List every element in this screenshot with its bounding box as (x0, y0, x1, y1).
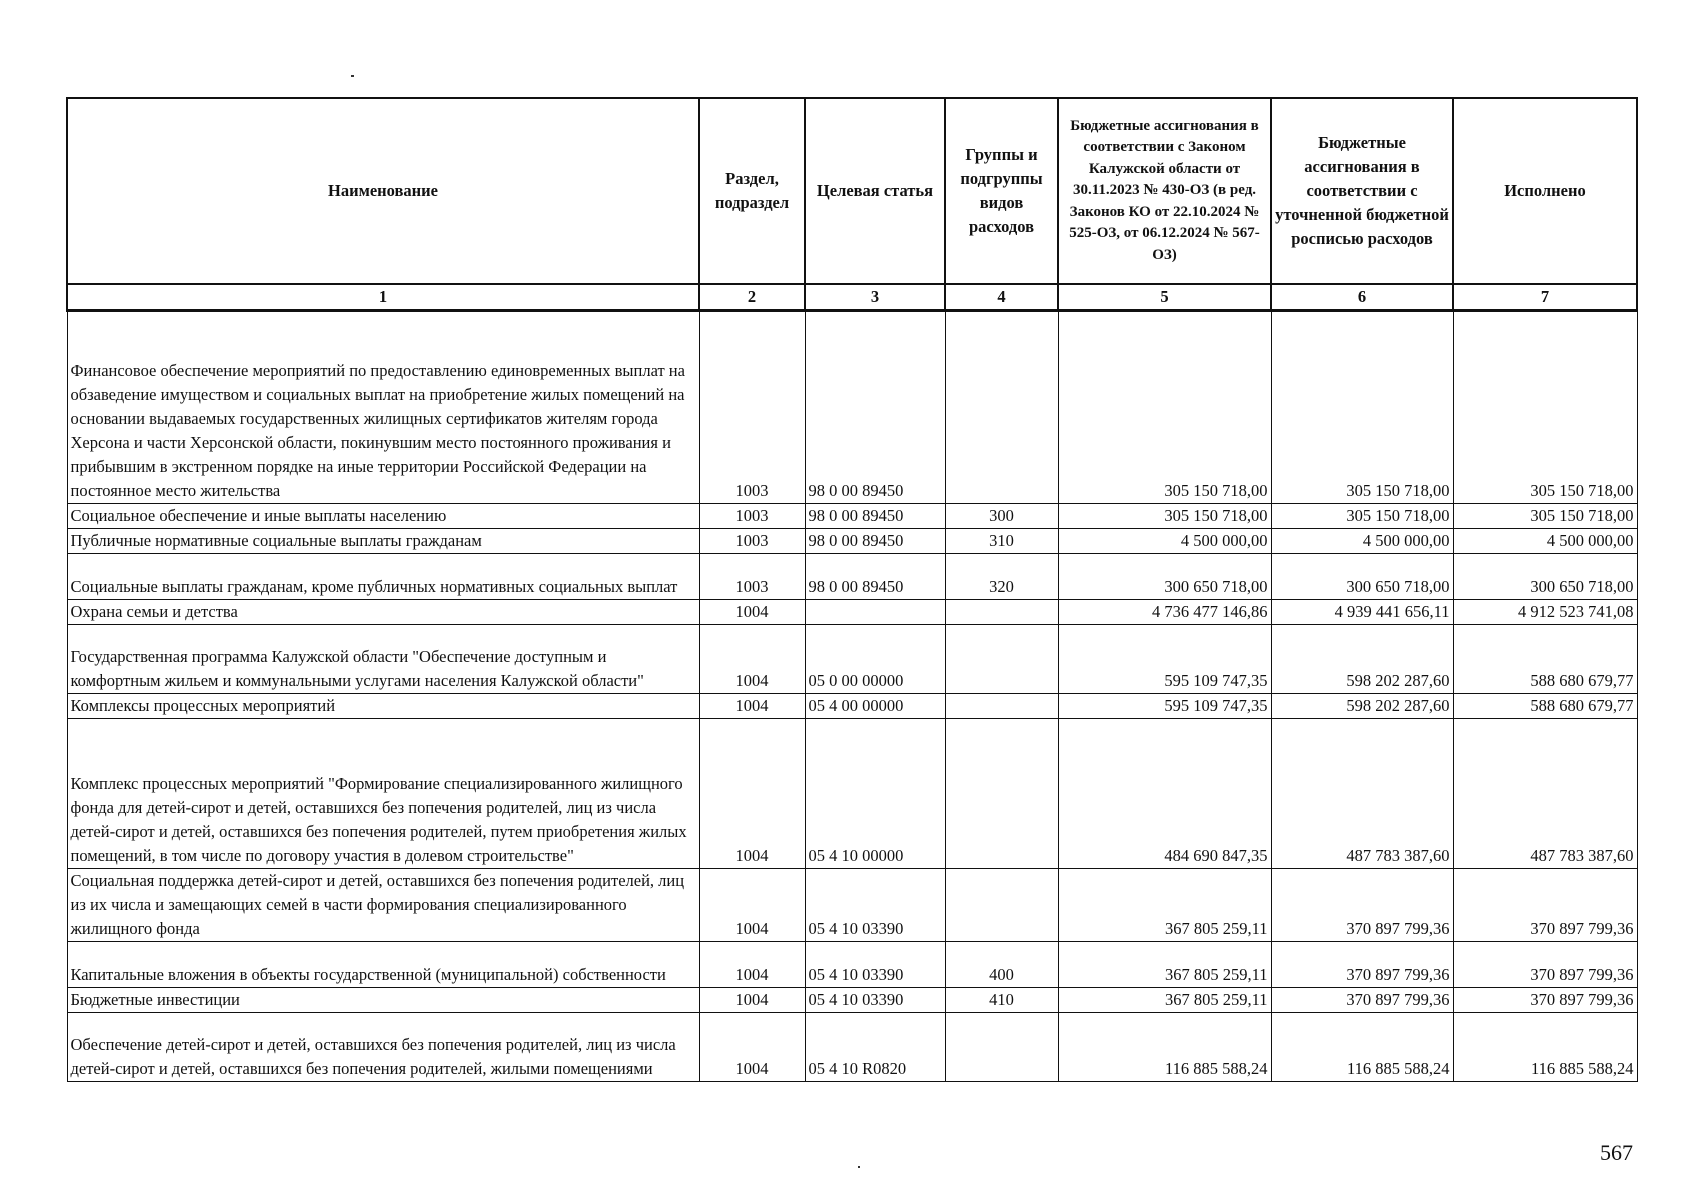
row-refined-amount: 116 885 588,24 (1271, 1013, 1453, 1082)
table-row (67, 504, 1637, 529)
row-refined-amount: 370 897 799,36 (1271, 869, 1453, 942)
header-refined: Бюджетные ассигнования в соответствии с уточненной бюджетной росписью расходов (1271, 98, 1453, 284)
row-executed-amount: 487 783 387,60 (1453, 719, 1637, 869)
row-law-amount: 484 690 847,35 (1058, 719, 1271, 869)
row-expense-group: 300 (945, 504, 1058, 529)
table-row (67, 554, 1637, 600)
column-number: 6 (1271, 284, 1453, 311)
table-row (67, 529, 1637, 554)
row-law-amount: 367 805 259,11 (1058, 988, 1271, 1013)
row-section: 1003 (699, 529, 805, 554)
row-section: 1004 (699, 869, 805, 942)
row-law-amount: 367 805 259,11 (1058, 942, 1271, 988)
row-target-article (805, 600, 945, 625)
row-refined-amount: 305 150 718,00 (1271, 311, 1453, 504)
header-row (67, 98, 1637, 284)
row-expense-group (945, 1013, 1058, 1082)
row-name: Социальные выплаты гражданам, кроме публичных нормативных социальных выплат (67, 554, 699, 600)
row-target-article: 98 0 00 89450 (805, 529, 945, 554)
row-expense-group (945, 600, 1058, 625)
row-refined-amount: 598 202 287,60 (1271, 625, 1453, 694)
page-number: 567 (1600, 1140, 1633, 1165)
row-expense-group (945, 719, 1058, 869)
row-target-article: 05 4 00 00000 (805, 694, 945, 719)
row-target-article: 98 0 00 89450 (805, 311, 945, 504)
header-name: Наименование (67, 98, 699, 284)
row-executed-amount: 116 885 588,24 (1453, 1013, 1637, 1082)
row-law-amount: 595 109 747,35 (1058, 694, 1271, 719)
row-law-amount: 4 736 477 146,86 (1058, 600, 1271, 625)
table-body (67, 311, 1637, 1082)
row-target-article: 05 0 00 00000 (805, 625, 945, 694)
row-name: Комплексы процессных мероприятий (67, 694, 699, 719)
row-refined-amount: 598 202 287,60 (1271, 694, 1453, 719)
row-refined-amount: 370 897 799,36 (1271, 988, 1453, 1013)
row-law-amount: 305 150 718,00 (1058, 504, 1271, 529)
row-section: 1004 (699, 942, 805, 988)
row-section: 1004 (699, 988, 805, 1013)
row-name: Публичные нормативные социальные выплаты гражданам (67, 529, 699, 554)
row-executed-amount: 305 150 718,00 (1453, 311, 1637, 504)
row-section: 1004 (699, 719, 805, 869)
row-executed-amount: 300 650 718,00 (1453, 554, 1637, 600)
row-section: 1003 (699, 554, 805, 600)
row-expense-group: 400 (945, 942, 1058, 988)
row-section: 1004 (699, 1013, 805, 1082)
column-number: 5 (1058, 284, 1271, 311)
row-target-article: 98 0 00 89450 (805, 554, 945, 600)
row-name: Социальная поддержка детей-сирот и детей, оставшихся без попечения родителей, лиц из их числа и замещающих семей в части формирования специализированного жилищного фонда (67, 869, 699, 942)
row-executed-amount: 588 680 679,77 (1453, 694, 1637, 719)
row-expense-group (945, 311, 1058, 504)
scan-speck (858, 1166, 860, 1168)
row-refined-amount: 300 650 718,00 (1271, 554, 1453, 600)
row-executed-amount: 305 150 718,00 (1453, 504, 1637, 529)
column-number: 7 (1453, 284, 1637, 311)
row-executed-amount: 370 897 799,36 (1453, 988, 1637, 1013)
row-refined-amount: 4 500 000,00 (1271, 529, 1453, 554)
row-name: Охрана семьи и детства (67, 600, 699, 625)
row-refined-amount: 487 783 387,60 (1271, 719, 1453, 869)
table-row (67, 719, 1637, 869)
table-header (67, 98, 1637, 311)
row-refined-amount: 4 939 441 656,11 (1271, 600, 1453, 625)
column-number: 2 (699, 284, 805, 311)
column-number-row (67, 284, 1637, 311)
table-row (67, 869, 1637, 942)
scan-speck (351, 75, 354, 77)
row-target-article: 05 4 10 03390 (805, 988, 945, 1013)
row-refined-amount: 370 897 799,36 (1271, 942, 1453, 988)
row-section: 1004 (699, 694, 805, 719)
table-row (67, 988, 1637, 1013)
row-target-article: 05 4 10 03390 (805, 942, 945, 988)
row-expense-group (945, 869, 1058, 942)
row-section: 1003 (699, 504, 805, 529)
row-section: 1004 (699, 600, 805, 625)
table-row (67, 311, 1637, 504)
row-section: 1003 (699, 311, 805, 504)
row-law-amount: 300 650 718,00 (1058, 554, 1271, 600)
column-number: 3 (805, 284, 945, 311)
row-law-amount: 305 150 718,00 (1058, 311, 1271, 504)
row-expense-group (945, 625, 1058, 694)
header-executed: Исполнено (1453, 98, 1637, 284)
row-name: Обеспечение детей-сирот и детей, оставшихся без попечения родителей, лиц из числа детей-сирот и детей, оставшихся без попечения родителей, жилыми помещениями (67, 1013, 699, 1082)
row-target-article: 05 4 10 00000 (805, 719, 945, 869)
row-target-article: 05 4 10 03390 (805, 869, 945, 942)
row-refined-amount: 305 150 718,00 (1271, 504, 1453, 529)
table-row (67, 942, 1637, 988)
row-executed-amount: 370 897 799,36 (1453, 869, 1637, 942)
row-name: Бюджетные инвестиции (67, 988, 699, 1013)
table-row (67, 1013, 1637, 1082)
row-executed-amount: 370 897 799,36 (1453, 942, 1637, 988)
header-target: Целевая статья (805, 98, 945, 284)
row-law-amount: 116 885 588,24 (1058, 1013, 1271, 1082)
row-name: Государственная программа Калужской области "Обеспечение доступным и комфортным жильем и коммунальными услугами населения Калужской области" (67, 625, 699, 694)
row-name: Комплекс процессных мероприятий "Формирование специализированного жилищного фонда для детей-сирот и детей, оставшихся без попечения родителей, лиц из числа детей-сирот и детей, оставшихся без попечения родителей, путем приобретения жилых помещений, в том числе по договору участия в долевом строительстве" (67, 719, 699, 869)
row-executed-amount: 4 500 000,00 (1453, 529, 1637, 554)
row-law-amount: 4 500 000,00 (1058, 529, 1271, 554)
table-row (67, 694, 1637, 719)
budget-table (66, 97, 1638, 1082)
table-row (67, 600, 1637, 625)
row-law-amount: 367 805 259,11 (1058, 869, 1271, 942)
header-section: Раздел, подраздел (699, 98, 805, 284)
row-executed-amount: 588 680 679,77 (1453, 625, 1637, 694)
row-section: 1004 (699, 625, 805, 694)
row-expense-group: 320 (945, 554, 1058, 600)
row-expense-group: 310 (945, 529, 1058, 554)
header-groups: Группы и подгруппы видов расходов (945, 98, 1058, 284)
row-target-article: 98 0 00 89450 (805, 504, 945, 529)
table-row (67, 625, 1637, 694)
row-target-article: 05 4 10 R0820 (805, 1013, 945, 1082)
column-number: 4 (945, 284, 1058, 311)
row-executed-amount: 4 912 523 741,08 (1453, 600, 1637, 625)
row-expense-group (945, 694, 1058, 719)
row-name: Социальное обеспечение и иные выплаты населению (67, 504, 699, 529)
row-law-amount: 595 109 747,35 (1058, 625, 1271, 694)
row-name: Капитальные вложения в объекты государственной (муниципальной) собственности (67, 942, 699, 988)
row-expense-group: 410 (945, 988, 1058, 1013)
column-number: 1 (67, 284, 699, 311)
header-law: Бюджетные ассигнования в соответствии с Законом Калужской области от 30.11.2023 № 430-ОЗ (в ред. Законов КО от 22.10.2024 № 525-ОЗ, от 06.12.2024 № 567-ОЗ) (1058, 98, 1271, 284)
row-name: Финансовое обеспечение мероприятий по предоставлению единовременных выплат на обзаведение имуществом и социальных выплат на приобретение жилых помещений на основании выдаваемых государственных жилищных сертификатов жителям города Херсона и части Херсонской области, покинувшим место постоянного проживания и прибывшим в экстренном порядке на иные территории Российской Федерации на постоянное место жительства (67, 311, 699, 504)
